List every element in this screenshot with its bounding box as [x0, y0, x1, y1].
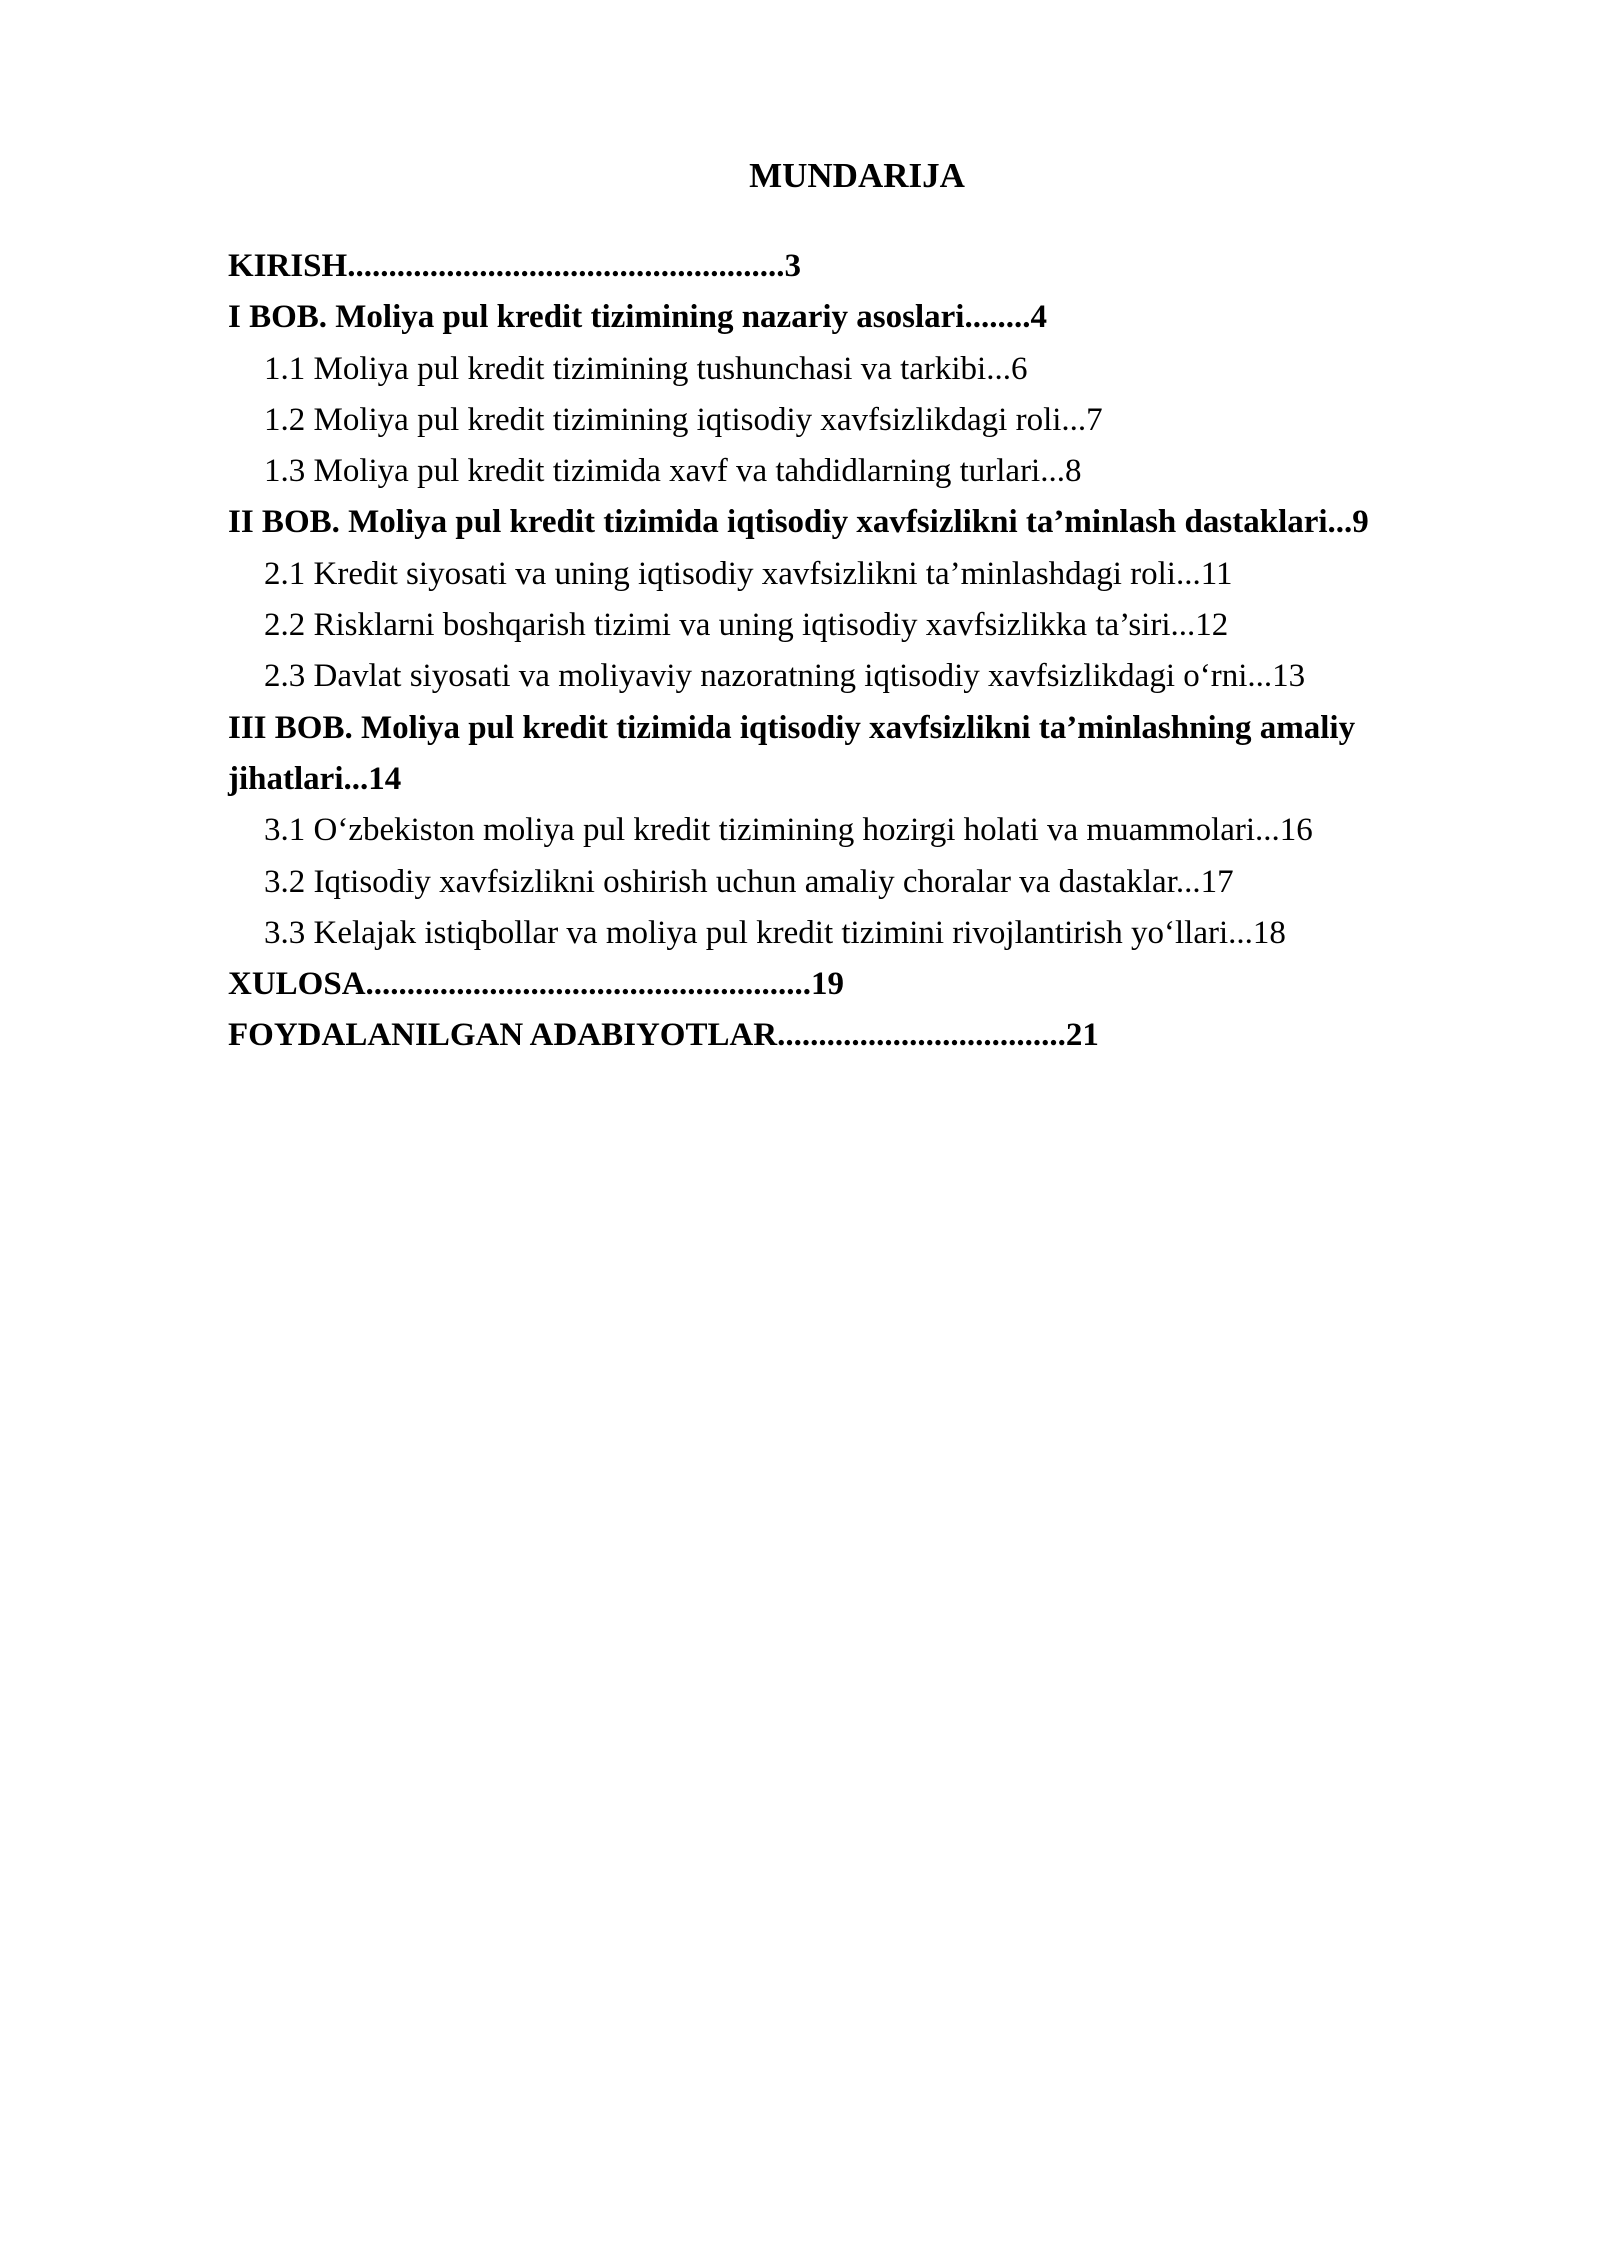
toc-entry-section-2-2[interactable]: 2.2 Risklarni boshqarish tizimi va uning iqtisodiy xavfsizlikka ta’siri...12	[264, 607, 1229, 644]
toc-entry-section-3-2[interactable]: 3.2 Iqtisodiy xavfsizlikni oshirish uchun amaliy choralar va dastaklar...17	[264, 863, 1234, 900]
toc-entry-section-2-3[interactable]: 2.3 Davlat siyosati va moliyaviy nazoratning iqtisodiy xavfsizlikdagi o‘rni...13	[264, 658, 1306, 695]
toc-entry-section-1-2[interactable]: 1.2 Moliya pul kredit tizimining iqtisodiy xavfsizlikdagi roli...7	[264, 401, 1103, 438]
toc-entry-chapter-2[interactable]: II BOB. Moliya pul kredit tizimida iqtisodiy xavfsizlikni ta’minlash dastaklari...9	[228, 504, 1369, 541]
toc-entry-chapter-1[interactable]: I BOB. Moliya pul kredit tizimining nazariy asoslari........4	[228, 299, 1047, 336]
toc-entry-section-2-1[interactable]: 2.1 Kredit siyosati va uning iqtisodiy xavfsizlikni ta’minlashdagi roli...11	[264, 555, 1233, 592]
toc-entry-section-3-1[interactable]: 3.1 O‘zbekiston moliya pul kredit tizimining hozirgi holati va muammolari...16	[264, 812, 1313, 849]
toc-entry-section-3-3[interactable]: 3.3 Kelajak istiqbollar va moliya pul kredit tizimini rivojlantirish yo‘llari...18	[264, 914, 1286, 951]
table-of-contents	[228, 241, 1450, 1062]
toc-entry-section-1-3[interactable]: 1.3 Moliya pul kredit tizimida xavf va tahdidlarning turlari...8	[264, 453, 1082, 490]
toc-entry-xulosa[interactable]: XULOSA......................................................19	[228, 966, 845, 1003]
toc-entry-chapter-3[interactable]: III BOB. Moliya pul kredit tizimida iqtisodiy xavfsizlikni ta’minlashning amaliy jihatlari...14	[228, 709, 1356, 797]
page-title: MUNDARIJA	[749, 156, 965, 195]
toc-entry-section-1-1[interactable]: 1.1 Moliya pul kredit tizimining tushunchasi va tarkibi...6	[264, 350, 1028, 387]
toc-entry-kirish[interactable]: KIRISH.....................................................3	[228, 248, 801, 284]
toc-entry-bibliography[interactable]: FOYDALANILGAN ADABIYOTLAR...................................21	[228, 1017, 1099, 1054]
